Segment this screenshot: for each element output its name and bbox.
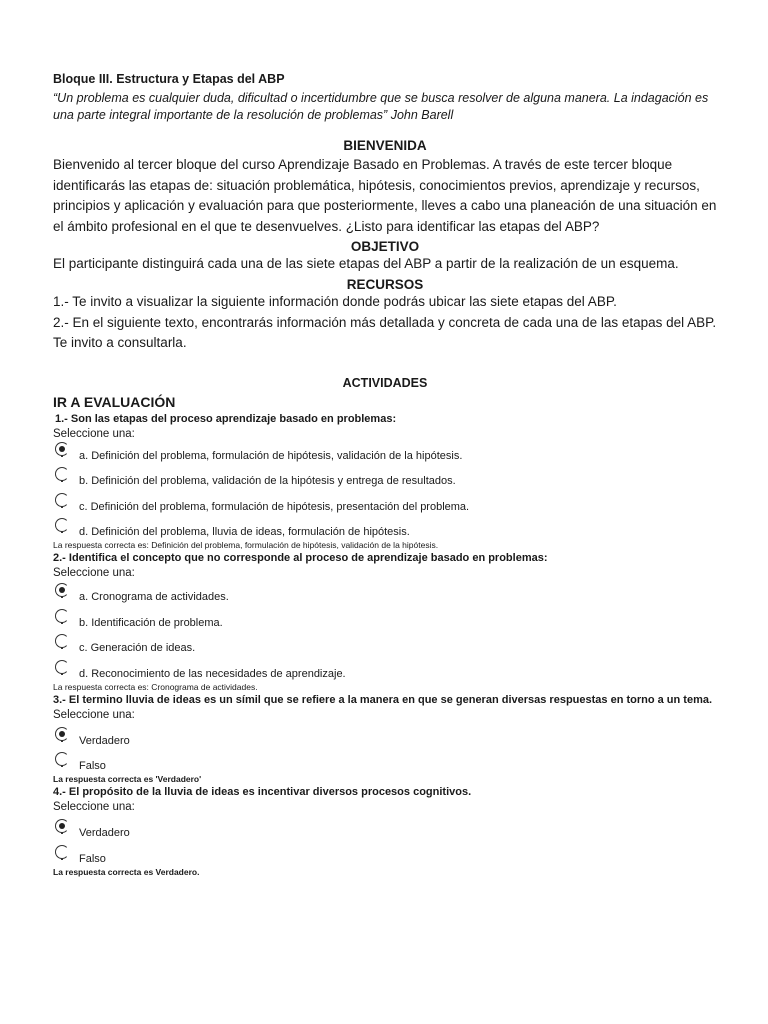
option-label: c. Definición del problema, formulación de hipótesis, presentación del problema. (79, 500, 470, 513)
option-label: d. Reconocimiento de las necesidades de aprendizaje. (79, 667, 346, 680)
question-1-title: 1.- Son las etapas del proceso aprendizaje basado en problemas: (55, 412, 397, 425)
radio-icon[interactable] (55, 845, 69, 859)
radio-checked-icon[interactable] (55, 583, 69, 597)
q3-correct-answer: La respuesta correcta es 'Verdadero' (53, 774, 202, 785)
radio-dot-icon (61, 480, 63, 482)
radio-icon[interactable] (55, 660, 69, 674)
bienvenida-title: BIENVENIDA (343, 138, 427, 153)
radio-icon[interactable] (55, 467, 69, 481)
q2-correct-answer: La respuesta correcta es: Cronograma de actividades. (53, 681, 258, 692)
evaluation-link[interactable]: IR A EVALUACIÓN (53, 393, 176, 410)
q1-option-a[interactable] (53, 442, 717, 468)
bienvenida-text: Bienvenido al tercer bloque del curso Aprendizaje Basado en Problemas. A través de este tercer bloque identificarás las etapas de: situación problemática, hipótesis, conocimientos previos, aprendizaje y recursos, principios y aplicación y evaluación para que posteriormente, lleves a cabo una planeación de una situación en el ámbito profesional en el que te desenvuelves. ¿Listo para identificar las etapas del ABP? (53, 157, 717, 234)
actividades-title: ACTIVIDADES (342, 375, 428, 390)
objetivo-title: OBJETIVO (350, 239, 420, 255)
radio-dot-icon (61, 673, 63, 675)
recursos-title: RECURSOS (346, 276, 424, 292)
q1-option-b[interactable] (53, 467, 717, 493)
radio-dot-icon (61, 531, 63, 533)
option-label: a. Cronograma de actividades. (79, 591, 229, 604)
radio-dot-icon (61, 740, 63, 742)
radio-dot-icon (61, 765, 63, 767)
radio-icon[interactable] (55, 634, 69, 648)
question-4-title: 4.- El propósito de la lluvia de ideas es incentivar diversos procesos cognitivos. (53, 786, 472, 799)
question-4-options (53, 819, 717, 867)
select-one-label: Seleccione una: (53, 567, 135, 580)
objetivo-text: El participante distinguirá cada una de las siete etapas del ABP a partir de la realización de un esquema. (53, 256, 679, 272)
radio-dot-icon (61, 858, 63, 860)
radio-icon[interactable] (55, 518, 69, 532)
radio-dot-icon (61, 455, 63, 457)
radio-icon[interactable] (55, 609, 69, 623)
question-3-options (53, 727, 717, 775)
option-label: b. Definición del problema, validación de la hipótesis y entrega de resultados. (79, 475, 456, 488)
q1-option-d[interactable] (53, 518, 717, 540)
q1-option-c[interactable] (53, 493, 717, 519)
radio-icon[interactable] (55, 493, 69, 507)
radio-checked-icon[interactable] (55, 727, 69, 741)
question-1-options (53, 442, 717, 541)
option-label: Verdadero (79, 827, 130, 840)
option-label: Falso (79, 760, 106, 773)
radio-dot-icon (61, 647, 63, 649)
document-page (53, 72, 717, 878)
radio-checked-icon[interactable] (55, 819, 69, 833)
option-label: Verdadero (79, 734, 130, 747)
question-2-title: 2.- Identifica el concepto que no corresponde al proceso de aprendizaje basado en problemas: (53, 552, 548, 565)
option-label: b. Identificación de problema. (79, 616, 223, 629)
select-one-label: Seleccione una: (53, 708, 135, 721)
option-label: a. Definición del problema, formulación de hipótesis, validación de la hipótesis. (79, 449, 463, 462)
radio-dot-icon (61, 596, 63, 598)
radio-checked-icon[interactable] (55, 442, 69, 456)
recursos-item-1: 1.- Te invito a visualizar la siguiente información donde podrás ubicar las siete etapas del ABP. (53, 293, 617, 309)
q4-option-false[interactable] (53, 845, 717, 867)
question-3-title: 3.- El termino lluvia de ideas es un símil que se refiere a la manera en que se generan diversas respuestas en torno a un tema. (53, 693, 713, 706)
q4-option-true[interactable] (53, 819, 717, 845)
option-label: Falso (79, 852, 106, 865)
radio-dot-icon (61, 832, 63, 834)
radio-icon[interactable] (55, 752, 69, 766)
q2-option-d[interactable] (53, 660, 717, 682)
q3-option-false[interactable] (53, 752, 717, 774)
option-label: d. Definición del problema, lluvia de ideas, formulación de hipótesis. (79, 526, 410, 539)
select-one-label: Seleccione una: (53, 427, 135, 440)
q1-correct-answer: La respuesta correcta es: Definición del problema, formulación de hipótesis, validación de la hipótesis. (53, 540, 439, 551)
radio-dot-icon (61, 622, 63, 624)
question-2-options (53, 583, 717, 682)
q2-option-c[interactable] (53, 634, 717, 660)
block-title: Bloque III. Estructura y Etapas del ABP (53, 72, 285, 86)
radio-dot-icon (61, 506, 63, 508)
recursos-item-2: 2.- En el siguiente texto, encontrarás información más detallada y concreta de cada una de las etapas del ABP. Te invito a consultarla. (53, 314, 717, 351)
q2-option-b[interactable] (53, 609, 717, 635)
select-one-label: Seleccione una: (53, 801, 135, 814)
q3-option-true[interactable] (53, 727, 717, 753)
q2-option-a[interactable] (53, 583, 717, 609)
q4-correct-answer: La respuesta correcta es Verdadero. (53, 866, 200, 877)
option-label: c. Generación de ideas. (79, 642, 196, 655)
intro-quote: “Un problema es cualquier duda, dificultad o incertidumbre que se busca resolver de alguna manera. La indagación es una parte integral importante de la resolución de problemas” John Barell (53, 91, 709, 122)
